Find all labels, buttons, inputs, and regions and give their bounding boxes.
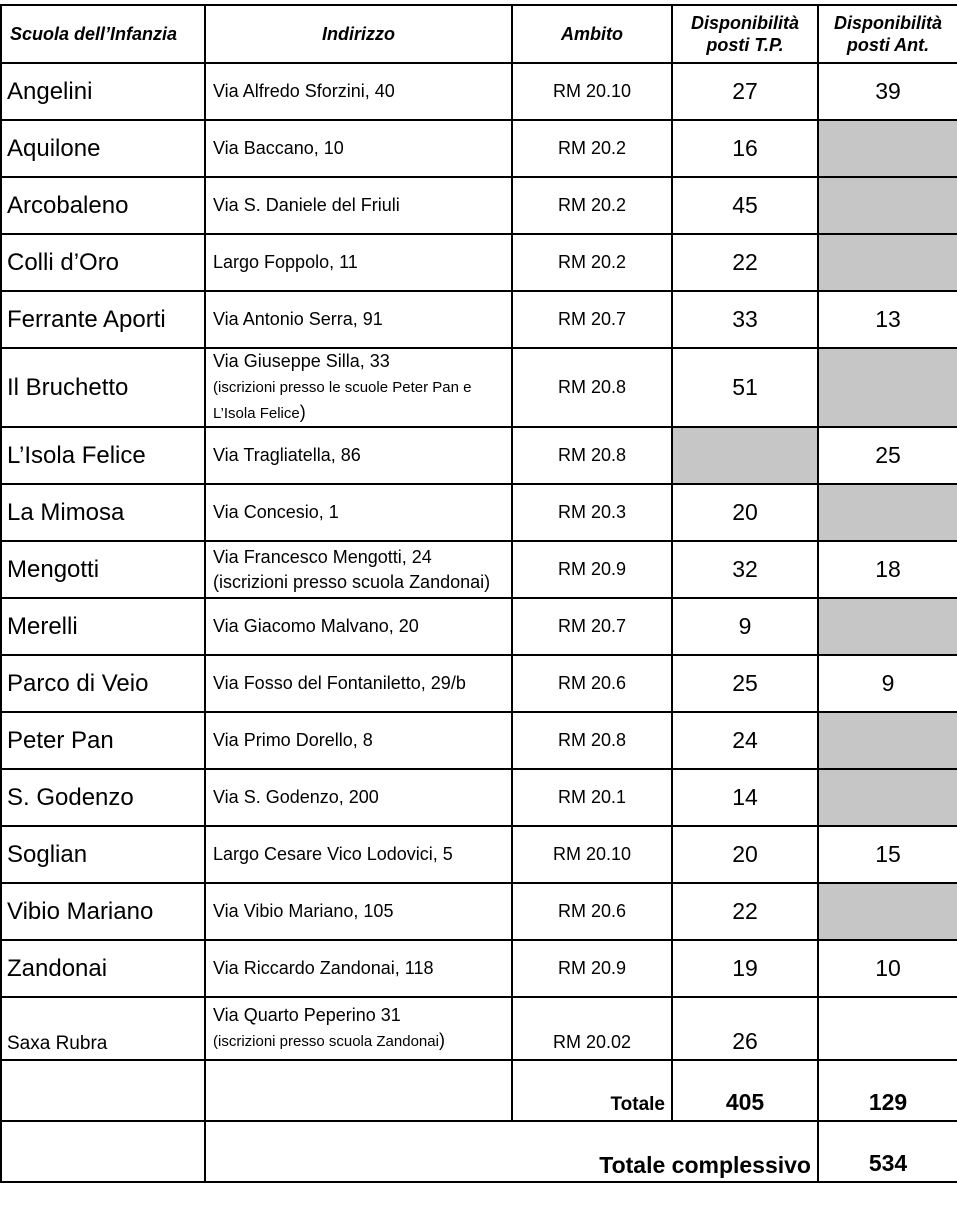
school-address: Via Riccardo Zandonai, 118 bbox=[205, 940, 512, 997]
school-ambito: RM 20.3 bbox=[512, 484, 672, 541]
school-name: S. Godenzo bbox=[1, 769, 205, 826]
school-name: Ferrante Aporti bbox=[1, 291, 205, 348]
tp-value: 22 bbox=[672, 883, 818, 940]
school-address bbox=[205, 541, 512, 598]
header-row bbox=[1, 5, 957, 63]
school-address: Via S. Daniele del Friuli bbox=[205, 177, 512, 234]
tp-unavailable-cell bbox=[672, 427, 818, 484]
ant-unavailable-cell bbox=[818, 598, 957, 655]
ant-value: 39 bbox=[818, 63, 957, 120]
table-row bbox=[1, 120, 957, 177]
address-note-close: ) bbox=[299, 402, 306, 422]
tp-value: 25 bbox=[672, 655, 818, 712]
school-ambito: RM 20.8 bbox=[512, 348, 672, 427]
school-name: Mengotti bbox=[1, 541, 205, 598]
ant-unavailable-cell bbox=[818, 177, 957, 234]
ant-value: 15 bbox=[818, 826, 957, 883]
school-name: Angelini bbox=[1, 63, 205, 120]
ant-value: 18 bbox=[818, 541, 957, 598]
school-address: Via Vibio Mariano, 105 bbox=[205, 883, 512, 940]
school-ambito: RM 20.9 bbox=[512, 541, 672, 598]
school-address: Via S. Godenzo, 200 bbox=[205, 769, 512, 826]
school-ambito: RM 20.10 bbox=[512, 826, 672, 883]
school-ambito: RM 20.8 bbox=[512, 427, 672, 484]
tp-value: 9 bbox=[672, 598, 818, 655]
table-row bbox=[1, 541, 957, 598]
header-ant-line2: posti Ant. bbox=[846, 35, 930, 55]
school-address: Via Concesio, 1 bbox=[205, 484, 512, 541]
school-address: Via Antonio Serra, 91 bbox=[205, 291, 512, 348]
table-row bbox=[1, 997, 957, 1060]
school-name: Colli d’Oro bbox=[1, 234, 205, 291]
table-row bbox=[1, 940, 957, 997]
ant-unavailable-cell bbox=[818, 120, 957, 177]
header-school: Scuola dell’Infanzia bbox=[1, 5, 205, 63]
header-ant bbox=[818, 5, 957, 63]
tp-value: 51 bbox=[672, 348, 818, 427]
table-row bbox=[1, 427, 957, 484]
school-ambito: RM 20.8 bbox=[512, 712, 672, 769]
header-tp-line1: Disponibilità bbox=[691, 13, 799, 33]
school-ambito: RM 20.6 bbox=[512, 883, 672, 940]
school-address bbox=[205, 997, 512, 1060]
tp-value: 20 bbox=[672, 826, 818, 883]
empty-cell bbox=[1, 1060, 205, 1121]
totals-tp: 405 bbox=[672, 1060, 818, 1121]
availability-table bbox=[0, 4, 957, 1183]
school-ambito: RM 20.2 bbox=[512, 120, 672, 177]
school-address: Via Giacomo Malvano, 20 bbox=[205, 598, 512, 655]
table-row bbox=[1, 883, 957, 940]
school-ambito: RM 20.2 bbox=[512, 177, 672, 234]
table-row bbox=[1, 655, 957, 712]
ant-unavailable-cell bbox=[818, 348, 957, 427]
address-line: Via Francesco Mengotti, 24 bbox=[213, 546, 432, 567]
ant-value: 9 bbox=[818, 655, 957, 712]
address-note: (iscrizioni presso scuola Zandonai bbox=[213, 1033, 439, 1050]
tp-value: 27 bbox=[672, 63, 818, 120]
school-name: Zandonai bbox=[1, 940, 205, 997]
school-name: Peter Pan bbox=[1, 712, 205, 769]
ant-value: 13 bbox=[818, 291, 957, 348]
school-address: Via Tragliatella, 86 bbox=[205, 427, 512, 484]
tp-value: 33 bbox=[672, 291, 818, 348]
school-address: Via Fosso del Fontaniletto, 29/b bbox=[205, 655, 512, 712]
address-line: Via Giuseppe Silla, 33 bbox=[213, 351, 390, 371]
ant-unavailable-cell bbox=[818, 883, 957, 940]
ant-unavailable-cell bbox=[818, 484, 957, 541]
grand-total-row bbox=[1, 1121, 957, 1182]
totals-row bbox=[1, 1060, 957, 1121]
ant-unavailable-cell bbox=[818, 769, 957, 826]
school-name: Arcobaleno bbox=[1, 177, 205, 234]
school-name: L’Isola Felice bbox=[1, 427, 205, 484]
ant-unavailable-cell bbox=[818, 234, 957, 291]
empty-cell bbox=[1, 1121, 205, 1182]
school-address: Largo Cesare Vico Lodovici, 5 bbox=[205, 826, 512, 883]
table-row bbox=[1, 234, 957, 291]
school-ambito: RM 20.7 bbox=[512, 598, 672, 655]
ant-value bbox=[818, 997, 957, 1060]
school-ambito: RM 20.2 bbox=[512, 234, 672, 291]
table-row bbox=[1, 177, 957, 234]
school-address bbox=[205, 348, 512, 427]
school-ambito: RM 20.7 bbox=[512, 291, 672, 348]
school-ambito: RM 20.1 bbox=[512, 769, 672, 826]
table-row bbox=[1, 291, 957, 348]
table-row bbox=[1, 348, 957, 427]
school-name: Il Bruchetto bbox=[1, 348, 205, 427]
school-ambito: RM 20.6 bbox=[512, 655, 672, 712]
header-address: Indirizzo bbox=[205, 5, 512, 63]
tp-value: 22 bbox=[672, 234, 818, 291]
ant-unavailable-cell bbox=[818, 712, 957, 769]
school-address: Via Baccano, 10 bbox=[205, 120, 512, 177]
school-address: Via Primo Dorello, 8 bbox=[205, 712, 512, 769]
school-name: Saxa Rubra bbox=[1, 997, 205, 1060]
school-address: Via Alfredo Sforzini, 40 bbox=[205, 63, 512, 120]
address-note-cont: L’Isola Felice bbox=[213, 405, 300, 422]
school-ambito: RM 20.10 bbox=[512, 63, 672, 120]
header-tp bbox=[672, 5, 818, 63]
totals-label: Totale bbox=[512, 1060, 672, 1121]
school-ambito: RM 20.9 bbox=[512, 940, 672, 997]
totals-ant: 129 bbox=[818, 1060, 957, 1121]
header-ant-line1: Disponibilità bbox=[834, 13, 942, 33]
tp-value: 19 bbox=[672, 940, 818, 997]
table-row bbox=[1, 769, 957, 826]
tp-value: 16 bbox=[672, 120, 818, 177]
tp-value: 45 bbox=[672, 177, 818, 234]
table-row bbox=[1, 598, 957, 655]
header-ambito: Ambito bbox=[512, 5, 672, 63]
school-name: Aquilone bbox=[1, 120, 205, 177]
tp-value: 20 bbox=[672, 484, 818, 541]
tp-value: 14 bbox=[672, 769, 818, 826]
tp-value: 32 bbox=[672, 541, 818, 598]
school-name: Soglian bbox=[1, 826, 205, 883]
table-row bbox=[1, 63, 957, 120]
school-address: Largo Foppolo, 11 bbox=[205, 234, 512, 291]
table-row bbox=[1, 712, 957, 769]
school-name: La Mimosa bbox=[1, 484, 205, 541]
header-tp-line2: posti T.P. bbox=[706, 35, 784, 55]
address-note: (iscrizioni presso scuola Zandonai) bbox=[213, 571, 491, 592]
tp-value: 26 bbox=[672, 997, 818, 1060]
school-name: Merelli bbox=[1, 598, 205, 655]
address-line: Via Quarto Peperino 31 bbox=[213, 1005, 401, 1025]
table-row bbox=[1, 484, 957, 541]
ant-value: 10 bbox=[818, 940, 957, 997]
empty-cell bbox=[205, 1060, 512, 1121]
address-note-close: ) bbox=[438, 1030, 445, 1050]
table-row bbox=[1, 826, 957, 883]
school-name: Parco di Veio bbox=[1, 655, 205, 712]
school-name: Vibio Mariano bbox=[1, 883, 205, 940]
address-note: (iscrizioni presso le scuole Peter Pan e bbox=[213, 379, 472, 396]
school-ambito: RM 20.02 bbox=[512, 997, 672, 1060]
tp-value: 24 bbox=[672, 712, 818, 769]
ant-value: 25 bbox=[818, 427, 957, 484]
grand-total-value: 534 bbox=[818, 1121, 957, 1182]
grand-total-label: Totale complessivo bbox=[205, 1121, 818, 1182]
